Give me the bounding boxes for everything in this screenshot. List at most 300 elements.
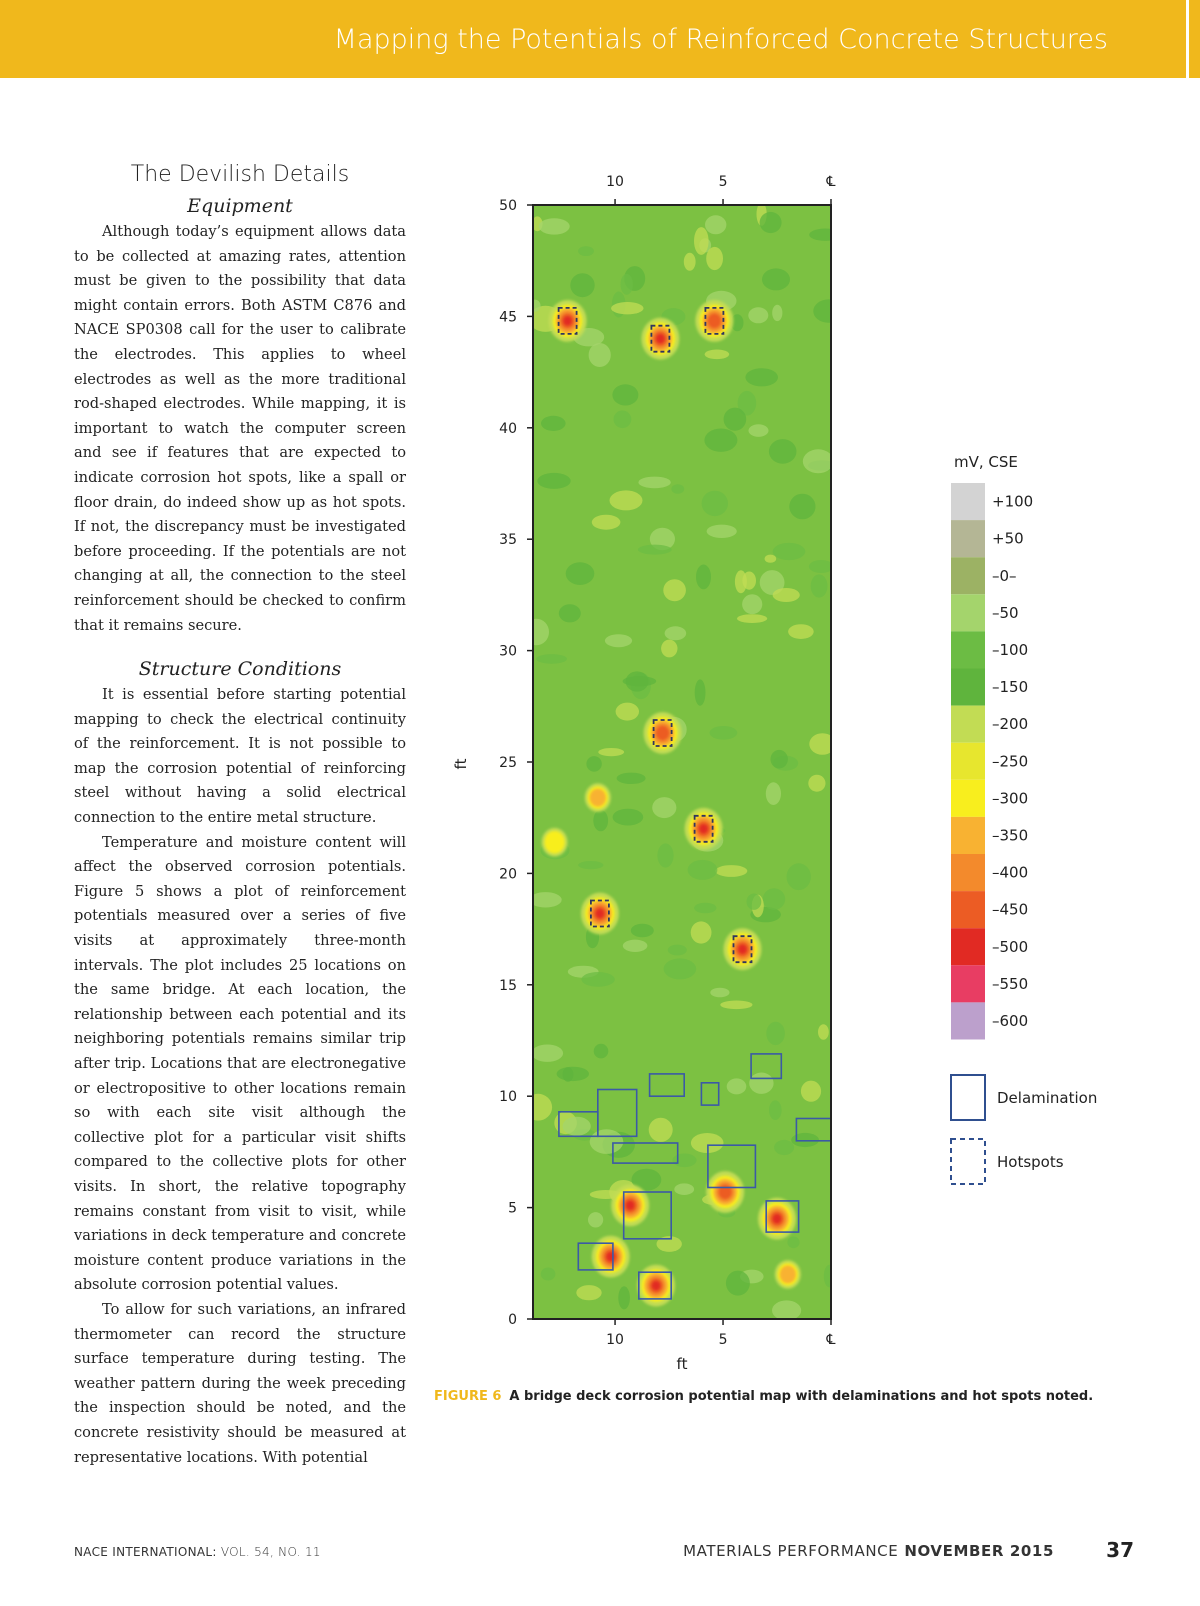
hot-spot-contour (561, 314, 574, 328)
y-tick-label: 15 (499, 977, 517, 994)
legend-swatch (951, 669, 985, 706)
texture-patch (662, 717, 687, 742)
texture-patch (541, 1268, 556, 1281)
legend-swatch (951, 483, 985, 520)
texture-patch (586, 756, 601, 772)
legend-swatch (951, 520, 985, 557)
hot-spot-contour (716, 1182, 734, 1202)
texture-patch (532, 216, 543, 231)
texture-patch (632, 1169, 662, 1191)
texture-patch (537, 473, 570, 489)
hot-spot-contour (650, 1279, 663, 1293)
x-tick-label-bottom: 5 (718, 1332, 728, 1348)
structure-conditions-heading: Structure Conditions (138, 658, 342, 681)
hot-spot-contour (773, 1214, 781, 1223)
hot-spot-contour (654, 332, 667, 346)
texture-patch (695, 679, 706, 705)
texture-patch (752, 895, 764, 918)
texture-patch (702, 491, 728, 516)
key-swatch (951, 1139, 985, 1184)
hotspot-box (559, 308, 577, 334)
hot-spot-contour (549, 300, 587, 342)
texture-patch (594, 1044, 609, 1059)
texture-patch (590, 1190, 622, 1199)
texture-patch (809, 229, 841, 241)
hot-spot-contour (604, 1250, 617, 1264)
hot-spot-contour (563, 316, 571, 325)
hotspot-box (654, 720, 672, 746)
hot-spot-contour (648, 717, 678, 750)
texture-patch (749, 424, 769, 437)
hotspot-box (705, 308, 723, 334)
legend-swatch (951, 780, 985, 817)
y-tick-label: 5 (508, 1200, 517, 1217)
hot-spot-contour (758, 1198, 796, 1240)
y-tick-label: 50 (499, 198, 517, 214)
legend-label: –250 (992, 752, 1029, 771)
texture-patch (788, 624, 814, 639)
key-label: Hotspots (997, 1153, 1064, 1171)
texture-patch (737, 614, 767, 623)
texture-patch (774, 1140, 794, 1155)
map-background (533, 205, 831, 1319)
texture-patch (623, 940, 648, 952)
texture-patch (710, 726, 738, 740)
hot-spot-contour (644, 712, 682, 754)
texture-patch (694, 227, 709, 255)
texture-patch (657, 843, 673, 867)
x-tick-label-top: 5 (718, 174, 728, 190)
hot-spot-contour (559, 311, 577, 331)
texture-patch (773, 543, 806, 560)
hot-spot-contour (689, 813, 719, 846)
texture-patch (694, 903, 716, 914)
texture-patch (766, 1207, 786, 1225)
hot-spot-contour (621, 1195, 639, 1215)
texture-patch (626, 671, 649, 691)
texture-patch (624, 266, 645, 291)
delamination-box (598, 1090, 637, 1137)
texture-patch (590, 1129, 624, 1154)
hot-spot-contour (599, 1244, 623, 1270)
hot-spot-contour (685, 808, 723, 850)
texture-patch (731, 314, 743, 331)
legend-label: –450 (992, 900, 1029, 919)
hot-spot-contour (651, 329, 669, 349)
hot-spot-contour (771, 1212, 784, 1226)
hot-spot-contour (703, 308, 727, 334)
hot-spot-contour (736, 942, 749, 956)
delamination-box (624, 1192, 672, 1239)
hotspot-box (695, 816, 713, 842)
texture-patch (809, 560, 834, 573)
delamination-layer (559, 1054, 831, 1299)
x-tick-label-top: ℄ (826, 174, 836, 190)
hot-spot-contour (624, 1198, 637, 1212)
hot-spot-contour (602, 1247, 620, 1267)
texture-patch (808, 460, 836, 470)
texture-patch (616, 703, 639, 721)
texture-patch (617, 773, 646, 784)
legend-swatch (951, 743, 985, 780)
texture-patch (765, 555, 777, 563)
hot-spot-contour (733, 939, 751, 959)
legend-label: +50 (992, 529, 1024, 548)
hot-spot-contour (542, 828, 568, 857)
texture-patch (747, 894, 762, 910)
texture-patch (661, 308, 685, 325)
hot-spot-contour (651, 720, 675, 746)
texture-patch (760, 212, 782, 233)
texture-patch (787, 1237, 799, 1249)
structure-paragraph-1: It is essential before starting potential mapping to check the electrical continuity of the reinforcement. It is not possible to map the corrosion potential of reinforcing steel without having a solid electrical connection to the entire metal structure. (74, 686, 406, 827)
delamination-box (650, 1074, 685, 1096)
map-axes (499, 174, 835, 1348)
texture-patch (771, 750, 788, 769)
texture-patch (638, 477, 670, 489)
texture-patch (672, 1154, 696, 1168)
texture-patch (532, 1045, 564, 1062)
texture-patch (706, 247, 723, 270)
hot-spot-contour (724, 928, 762, 970)
hot-spot-contour (768, 1209, 786, 1229)
texture-patch (707, 525, 737, 538)
texture-patch (742, 572, 756, 590)
texture-patch (566, 562, 595, 585)
texture-patch (748, 307, 768, 323)
delamination-box (708, 1145, 756, 1187)
texture-patch (811, 574, 828, 597)
texture-patch (740, 1270, 764, 1284)
texture-patch (724, 408, 747, 431)
x-tick-label-bottom: 10 (606, 1332, 624, 1348)
hot-spot-contour (719, 1185, 732, 1199)
hot-spot-contour (700, 305, 730, 338)
texture-patch (809, 733, 835, 755)
legend-label: –0– (992, 566, 1017, 585)
texture-patch (745, 368, 778, 386)
texture-patch (762, 268, 790, 290)
texture-patch (674, 1183, 694, 1195)
hot-spot-contour (731, 936, 755, 962)
hot-spot-contour (713, 1179, 737, 1205)
hot-spot-contour (692, 816, 716, 842)
legend-swatch (951, 817, 985, 854)
texture-patch (621, 274, 633, 295)
texture-patch (524, 1094, 552, 1121)
texture-patch (623, 676, 657, 686)
texture-patch (638, 545, 672, 555)
y-tick-label: 40 (499, 420, 517, 437)
header-title: Mapping the Potentials of Reinforced Concrete Structures (333, 24, 1108, 55)
y-tick-label: 10 (499, 1089, 517, 1106)
hotspot-box (651, 326, 669, 352)
hotspot-box (591, 901, 609, 927)
texture-patch (529, 892, 561, 907)
legend-label: –600 (992, 1011, 1029, 1030)
texture-patch (524, 619, 549, 646)
legend (951, 483, 1033, 1040)
delamination-box (751, 1054, 781, 1079)
hot-spot-contour (611, 1185, 649, 1227)
hot-spot-contour (596, 909, 604, 918)
legend-label: –300 (992, 789, 1029, 808)
x-tick-label-bottom: ℄ (826, 1332, 836, 1348)
texture-patch (772, 1300, 801, 1320)
texture-patch (631, 673, 651, 700)
hot-spot-contour (644, 1273, 668, 1299)
structure-paragraph-2: Temperature and moisture content will affect the observed corrosion potentials. Figure 5 shows a plot of reinforcement potentials measured over a series of five visits at approximately three-month intervals. The plot includes 25 locations on the same bridge. At each location, the relationship between each potential and its neighboring potentials remains similar trip after trip. Locations that are electronegative or electropositive to other locations remain so with each site visit although the collective plot for a particular visit shifts compared to the collective plots for other visits. In short, the relative topography remains constant from visit to visit, while variations in deck temperature and concrete moisture content produce variations in the absolute corrosion potential values. (74, 833, 406, 1294)
texture-patch (704, 429, 737, 452)
structure-paragraph-3: To allow for such variations, an infrared thermometer can record the structure surface temperature during testing. The weather pattern during the week preceding the inspection should be noted, and the concrete resistivity should be measured at representative locations. With potential (74, 1300, 406, 1466)
texture-patch (541, 416, 566, 431)
delamination-box (701, 1083, 718, 1105)
delamination-box (766, 1201, 798, 1232)
texture-patch (541, 842, 570, 859)
texture-patch (773, 756, 798, 771)
footer-journal-issue: VOL. 54, NO. 11 (216, 1545, 321, 1559)
hot-spot-contour (699, 824, 707, 833)
hot-spot-contour (728, 933, 758, 966)
legend-swatch (951, 557, 985, 594)
texture-patch (710, 988, 729, 998)
y-tick-label: 0 (508, 1312, 517, 1328)
texture-patch (738, 391, 757, 416)
legend-label: +100 (992, 492, 1034, 511)
header-banner-edge (1189, 0, 1200, 78)
page-number: 37 (1106, 1538, 1134, 1562)
texture-patch (808, 775, 825, 792)
texture-patch (789, 494, 815, 520)
texture-patch (581, 972, 614, 987)
hot-spot-contour (585, 783, 611, 812)
hot-spot-contour (641, 1269, 671, 1302)
legend-label: –150 (992, 678, 1029, 696)
y-tick-label: 35 (499, 532, 517, 549)
hot-spot-contour (649, 326, 673, 352)
texture-patch (766, 782, 781, 805)
texture-patch (684, 253, 696, 271)
hot-spot-contour (778, 1263, 798, 1285)
hot-spot-contour (626, 1201, 634, 1210)
hot-spot-contour (646, 322, 676, 355)
texture-patch (661, 640, 677, 658)
texture-patch (603, 1132, 635, 1158)
texture-patch (696, 565, 711, 590)
texture-patch (554, 1112, 577, 1134)
hot-spot-contour (695, 300, 733, 342)
texture-patch (536, 654, 567, 664)
texture-patch (693, 826, 725, 836)
delamination-box (578, 1243, 613, 1270)
hot-spot-contour (765, 1206, 789, 1232)
texture-patch (705, 350, 730, 360)
hot-spot-contour (654, 723, 672, 743)
texture-patch (539, 218, 570, 234)
texture-patch (612, 292, 626, 318)
hotspot-box (734, 936, 752, 962)
delamination-box (639, 1272, 671, 1299)
texture-patch (563, 317, 580, 343)
legend-label: –500 (992, 937, 1029, 956)
hot-spot-contour (590, 789, 606, 807)
texture-patch (749, 1073, 773, 1094)
legend-swatch (951, 965, 985, 1002)
texture-patch (787, 863, 811, 890)
article-column (74, 162, 406, 1470)
footer-magazine (683, 1542, 1054, 1560)
texture-patch (613, 809, 644, 826)
texture-patch (699, 238, 711, 252)
hot-spot-contour (596, 1240, 626, 1273)
texture-patch (665, 626, 687, 640)
texture-patch (791, 1133, 819, 1147)
potential-texture (524, 202, 844, 1320)
footer-journal-prefix: NACE INTERNATIONAL: (74, 1545, 217, 1559)
texture-patch (530, 300, 541, 312)
texture-patch (773, 588, 800, 602)
texture-patch (652, 797, 676, 818)
texture-patch (769, 1100, 782, 1120)
hot-spot-contour (618, 1192, 642, 1218)
hot-spot-contour (593, 906, 606, 920)
hot-spot-contour (588, 786, 608, 808)
y-tick-label: 45 (499, 309, 517, 326)
hot-spot-contour (708, 314, 721, 328)
legend-label: –400 (992, 863, 1029, 882)
legend-label: –550 (992, 974, 1029, 993)
texture-patch (769, 439, 797, 464)
y-tick-label: 30 (499, 643, 517, 660)
texture-patch (609, 1180, 637, 1204)
y-axis-label: ft (452, 758, 470, 770)
legend-swatch (951, 706, 985, 743)
texture-patch (750, 907, 781, 922)
texture-patch (818, 1024, 829, 1040)
hot-spot-contour (697, 822, 710, 836)
figure-caption-text: A bridge deck corrosion potential map with delaminations and hot spots noted. (509, 1389, 1094, 1404)
texture-patch (691, 921, 712, 943)
hot-spot-contour (615, 1189, 645, 1222)
texture-patch (664, 958, 697, 979)
texture-patch (718, 1208, 735, 1218)
texture-patch (598, 748, 624, 756)
texture-patch (726, 1271, 750, 1296)
texture-patch (563, 1117, 591, 1136)
texture-patch (671, 484, 684, 494)
texture-patch (727, 1078, 747, 1094)
texture-patch (801, 1081, 821, 1102)
equipment-paragraph: Although today’s equipment allows data to be collected at amazing rates, attention must be given to the possibility that data might contain errors. Both ASTM C876 and NACE SP0308 call for the user to calibrate the electrodes. This applies to wheel electrodes as well as the more traditional rod-shaped electrodes. While mapping, it is important to watch the computer screen and see if features that are expected to indicate corrosion hot spots, like a spall or floor drain, do indeed show up as hot spots. If not, the discrepancy must be investigated before proceeding. If the potentials are not changing at all, the connection to the steel reinforcement should be checked to confirm that it remains secure. (74, 223, 406, 634)
hot-spot-contour (738, 945, 746, 954)
texture-patch (578, 246, 594, 256)
hot-spot-contour (695, 819, 713, 839)
legend-label: –100 (992, 640, 1029, 659)
texture-patch (529, 306, 562, 332)
texture-patch (657, 1236, 682, 1252)
x-axis-label: ft (676, 1355, 688, 1373)
figure-caption-label: FIGURE 6 (434, 1389, 502, 1404)
texture-patch (589, 343, 611, 367)
texture-patch (720, 1001, 752, 1010)
hot-spot-contour (592, 1236, 630, 1278)
key-label: Delamination (997, 1089, 1098, 1107)
texture-patch (668, 945, 687, 956)
hot-spot-contour (705, 311, 723, 331)
hot-spot-contour (585, 897, 615, 930)
hot-spot-contour (706, 1171, 744, 1213)
texture-patch (702, 1194, 728, 1205)
texture-patch (757, 202, 767, 225)
texture-patch (563, 1067, 574, 1081)
map-frame (533, 205, 831, 1319)
texture-patch (649, 1118, 673, 1142)
delamination-box (796, 1119, 831, 1141)
hot-spot-contour (656, 334, 664, 343)
texture-patch (824, 1265, 835, 1288)
texture-patch (588, 1212, 603, 1227)
texture-patch (578, 861, 603, 869)
texture-patch (576, 1285, 601, 1300)
texture-patch (766, 1022, 785, 1045)
texture-patch (650, 528, 675, 550)
texture-patch (614, 411, 632, 429)
texture-patch (570, 273, 594, 297)
key-swatch (951, 1075, 985, 1120)
texture-patch (715, 865, 747, 877)
hot-spot-layer (542, 300, 801, 1307)
texture-patch (772, 305, 782, 321)
y-tick-label: 20 (499, 866, 517, 883)
legend-label: –350 (992, 826, 1029, 845)
key (951, 1075, 1097, 1184)
y-tick-label: 25 (499, 755, 517, 771)
hot-spot-contour (588, 901, 612, 927)
texture-patch (557, 1067, 589, 1081)
texture-patch (573, 328, 604, 346)
texture-patch (631, 924, 654, 938)
texture-patch (742, 594, 762, 614)
texture-patch (735, 570, 747, 593)
texture-patch (586, 926, 599, 949)
texture-patch (663, 579, 686, 601)
hot-spot-contour (762, 1202, 792, 1235)
hot-spot-contour (637, 1265, 675, 1307)
legend-swatch (951, 1002, 985, 1039)
legend-swatch (951, 594, 985, 631)
hot-spot-contour (710, 1176, 740, 1209)
texture-patch (559, 604, 581, 622)
texture-patch (813, 299, 844, 322)
hot-spot-contour (545, 831, 565, 853)
legend-title: mV, CSE (954, 453, 1018, 471)
delamination-box (559, 1112, 598, 1137)
x-tick-label-top: 10 (606, 174, 624, 190)
texture-patch (593, 810, 608, 831)
texture-patch (706, 291, 736, 311)
texture-patch (803, 449, 834, 473)
legend-swatch (951, 854, 985, 891)
texture-patch (691, 1133, 724, 1153)
texture-patch (618, 1286, 630, 1309)
section-title: The Devilish Details (130, 162, 350, 187)
texture-patch (612, 384, 638, 405)
hot-spot-contour (656, 726, 669, 740)
hot-spot-contour (581, 893, 619, 935)
hot-spot-contour (641, 318, 679, 360)
legend-swatch (951, 928, 985, 965)
legend-swatch (951, 631, 985, 668)
